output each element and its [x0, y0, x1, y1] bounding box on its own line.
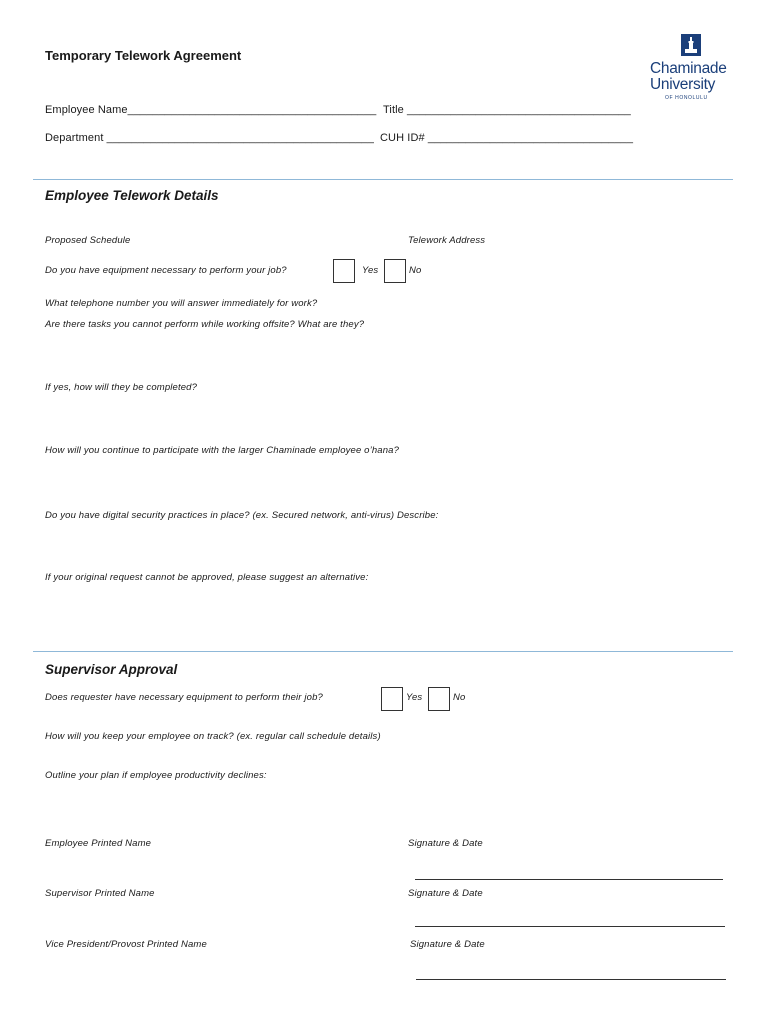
section-divider [33, 651, 733, 652]
supervisor-signature-label: Signature & Date [408, 888, 483, 899]
phone-question: What telephone number you will answer immediately for work? [45, 298, 318, 309]
supervisor-signature-line[interactable] [415, 926, 725, 927]
employee-signature-line[interactable] [415, 879, 723, 880]
supervisor-no-checkbox[interactable] [428, 687, 450, 711]
section-divider [33, 179, 733, 180]
vp-signature-label: Signature & Date [410, 939, 485, 950]
supervisor-section-heading: Supervisor Approval [45, 662, 178, 677]
telework-address-label: Telework Address [408, 235, 486, 246]
alternative-question: If your original request cannot be approved, please suggest an alternative: [45, 572, 369, 583]
logo-name-line2: University [650, 76, 716, 93]
track-question: How will you keep your employee on track? (ex. regular call schedule details) [45, 731, 381, 742]
supervisor-yes-checkbox[interactable] [381, 687, 403, 711]
employee-signature-label: Signature & Date [408, 838, 483, 849]
equipment-no-checkbox[interactable] [384, 259, 406, 283]
equipment-yes-checkbox[interactable] [333, 259, 355, 283]
equipment-question: Do you have equipment necessary to perform your job? [45, 265, 287, 276]
vp-printed-name-label: Vice President/Provost Printed Name [45, 939, 207, 950]
supervisor-yes-label: Yes [406, 692, 423, 703]
document-title: Temporary Telework Agreement [45, 48, 242, 63]
supervisor-equipment-question: Does requester have necessary equipment to perform their job? [45, 692, 323, 703]
employee-printed-name-label: Employee Printed Name [45, 838, 152, 849]
cuh-id-field[interactable]: CUH ID# _________________________________ [380, 132, 634, 144]
equipment-no-label: No [409, 265, 422, 276]
tasks-question: Are there tasks you cannot perform while working offsite? What are they? [45, 319, 365, 330]
equipment-yes-label: Yes [362, 265, 379, 276]
supervisor-no-label: No [453, 692, 466, 703]
security-question: Do you have digital security practices in place? (ex. Secured network, anti-virus) Describe: [45, 510, 439, 521]
productivity-plan-question: Outline your plan if employee productivity declines: [45, 770, 267, 781]
supervisor-printed-name-label: Supervisor Printed Name [45, 888, 155, 899]
employee-name-field[interactable]: Employee Name________________________________________ [45, 104, 377, 116]
completed-question: If yes, how will they be completed? [45, 382, 198, 393]
ohana-question: How will you continue to participate with the larger Chaminade employee o’hana? [45, 445, 400, 456]
proposed-schedule-label: Proposed Schedule [45, 235, 131, 246]
logo-name-line1: Chaminade [650, 60, 727, 77]
department-field[interactable]: Department ___________________________________________ [45, 132, 374, 144]
title-field[interactable]: Title ____________________________________ [383, 104, 631, 116]
chapel-tower-icon [681, 34, 701, 56]
vp-signature-line[interactable] [416, 979, 726, 980]
logo-subtitle: OF HONOLULU [665, 95, 708, 101]
employee-section-heading: Employee Telework Details [45, 188, 219, 203]
